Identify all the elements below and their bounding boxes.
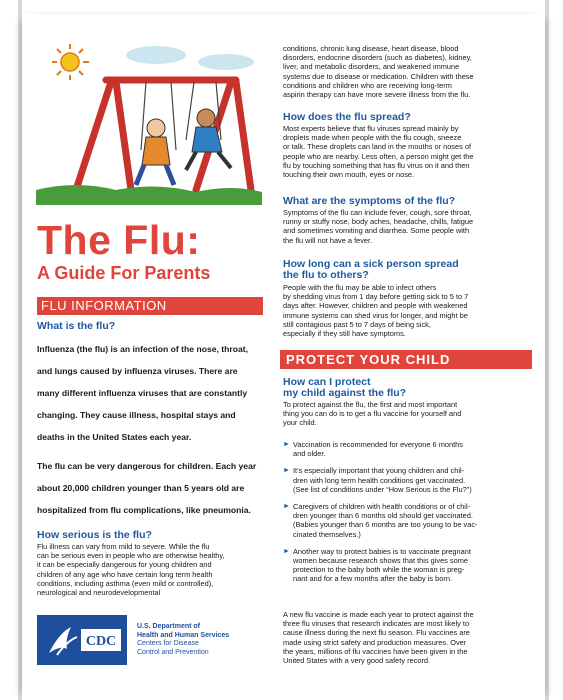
text-line: Most experts believe that flu viruses spread mainly by xyxy=(283,124,459,133)
agency-line: Control and Prevention xyxy=(137,648,209,656)
text-line: hospitalized from flu complications, like pneumonia. xyxy=(37,505,251,515)
text-line: it can be especially dangerous for young children and xyxy=(37,560,212,570)
text-line: can be serious even in people who are otherwise healthy, xyxy=(37,551,225,561)
text-line: made using strict safety and production measures. Over xyxy=(283,637,467,647)
hhs-eagle-icon xyxy=(37,615,127,665)
text-line: (Babies younger than 6 months are too young to be vac- xyxy=(293,520,478,530)
heading-line: my child against the flu? xyxy=(283,387,407,399)
text-line: touching their own mouth, eyes or nose. xyxy=(283,170,415,180)
text-line: your child. xyxy=(283,418,317,428)
text-line: United States with a very good safety record. xyxy=(283,656,431,666)
text-line: many different influenza viruses that are constantly xyxy=(37,388,248,398)
text-line: the flu will not have a fever. xyxy=(283,235,373,245)
agency-line: U.S. Department of xyxy=(137,623,201,630)
text-line: children of any age who have certain long term health xyxy=(37,569,213,579)
how-spread-heading: How does the flu spread? xyxy=(283,111,411,123)
text-line: and older. xyxy=(293,449,326,459)
text-line: aspirin therapy can have more severe illness from the flu. xyxy=(283,90,471,100)
text-line: droplets made when people with the flu cough, sneeze xyxy=(283,133,462,143)
bullet-arrow-icon: ► xyxy=(283,441,290,448)
symptoms-heading: What are the symptoms of the flu? xyxy=(283,195,456,207)
cloud-shapes xyxy=(126,46,254,70)
text-line: cause illness during the next flu season. Flu vaccines are xyxy=(283,628,470,638)
cdc-logo-text: CDC xyxy=(85,634,117,649)
text-line: Another way to protect babies is to vaccinate pregnant xyxy=(293,546,471,556)
heading-line: How can I protect xyxy=(283,376,371,388)
list-item xyxy=(283,440,533,458)
what-is-heading: What is the flu? xyxy=(37,320,116,332)
text-line: (See list of conditions under “How Serious is the Flu?”) xyxy=(293,484,472,494)
flu-information-band: FLU INFORMATION xyxy=(37,297,263,315)
text-line: Vaccination is recommended for everyone 6 months xyxy=(293,440,463,449)
child-figure-left xyxy=(136,119,174,185)
what-is-body-2 xyxy=(37,455,269,521)
text-line: cinated themselves.) xyxy=(293,529,361,539)
text-line: by shedding virus from 1 day before getting sick to 5 to 7 xyxy=(283,292,469,302)
text-line: flu by touching something that has flu virus on it and then xyxy=(283,160,470,170)
text-line: liver, and metabolic disorders, and weakened immune xyxy=(283,62,460,72)
swing-illustration xyxy=(36,40,262,205)
grass xyxy=(36,185,262,205)
text-line: It's especially important that young children and chil- xyxy=(293,466,465,476)
text-line: still contagious past 5 to 7 days of being sick, xyxy=(283,319,431,329)
how-protect-heading xyxy=(283,377,406,399)
text-line: disorders, endocrine disorders (such as diabetes), kidney, xyxy=(283,53,472,63)
text-line: A new flu vaccine is made each year to protect against the xyxy=(283,610,474,619)
text-line: and lungs caused by influenza viruses. There are xyxy=(37,366,238,376)
text-line: or talk. These droplets can land in the mouths or noses of xyxy=(283,142,472,152)
text-line: neurological and neurodevelopmental xyxy=(37,588,161,598)
protect-your-child-band: PROTECT YOUR CHILD xyxy=(280,350,532,369)
text-line: systems due to disease or medication. Children with these xyxy=(283,71,474,81)
how-protect-body xyxy=(283,400,533,428)
text-line: conditions and children who are receiving long-term xyxy=(283,80,452,90)
how-long-heading xyxy=(283,259,459,281)
text-line: Caregivers of children with health conditions or of chil- xyxy=(293,502,471,512)
agency-line: Health and Human Services xyxy=(137,631,230,639)
list-item xyxy=(283,466,533,494)
text-line: immune systems can shed virus for longer, and might be xyxy=(283,310,468,320)
text-line: protection to the baby both while the woman is preg- xyxy=(293,565,465,575)
text-line: conditions, chronic lung disease, heart disease, blood xyxy=(283,44,459,53)
list-item xyxy=(283,547,533,584)
page-title: The Flu: xyxy=(37,217,201,263)
page-shadow-right xyxy=(545,0,549,700)
page-subtitle: A Guide For Parents xyxy=(37,263,211,283)
heading-line: the flu to others? xyxy=(283,269,369,281)
agency-line: Centers for Disease xyxy=(137,640,199,648)
bullet-arrow-icon: ► xyxy=(283,547,290,555)
text-line: People with the flu may be able to infect others xyxy=(283,283,437,292)
text-line: deaths in the United States each year. xyxy=(37,432,192,442)
text-line: dren with long term health conditions get vaccinated. xyxy=(293,475,466,485)
conditions-continued xyxy=(283,44,533,99)
how-serious-body xyxy=(37,542,269,597)
sun-icon xyxy=(52,44,89,80)
text-line: Influenza (the flu) is an infection of the nose, throat, xyxy=(37,344,249,354)
text-line: nant and for a few months after the baby is born. xyxy=(293,574,452,584)
bullet-arrow-icon: ► xyxy=(283,503,290,511)
text-line: changing. They cause illness, hospital stays and xyxy=(37,410,236,420)
cdc-footer xyxy=(37,615,269,667)
text-line: conditions, including asthma (even mild or controlled), xyxy=(37,578,214,588)
bullet-arrow-icon: ► xyxy=(283,467,290,475)
text-line: people who are nearby. Less often, a person might get the xyxy=(283,151,474,161)
heading-line: How long can a sick person spread xyxy=(283,258,459,270)
cdc-logo xyxy=(37,615,127,665)
text-line: days after. However, children and people with weakened xyxy=(283,301,468,311)
swing-frame xyxy=(76,80,251,190)
text-line: and sometimes vomiting and diarrhea. Some people with xyxy=(283,226,470,236)
how-serious-heading: How serious is the flu? xyxy=(37,529,152,541)
list-item xyxy=(283,502,533,539)
symptoms-body xyxy=(283,208,533,245)
protection-bullet-list xyxy=(283,440,533,592)
text-line: runny or stuffy nose, body aches, headache, chills, fatigue xyxy=(283,217,474,227)
text-line: The flu can be very dangerous for children. Each year xyxy=(37,461,257,471)
text-line: Symptoms of the flu can include fever, cough, sore throat, xyxy=(283,208,472,217)
text-line: thing you can do is to get a flu vaccine for yourself and xyxy=(283,409,462,419)
closing-paragraph xyxy=(283,610,533,665)
text-line: especially if they still have symptoms. xyxy=(283,329,406,339)
text-line: dren younger than 6 months old should get vaccinated. xyxy=(293,511,473,521)
text-line: the years, millions of flu vaccines have been given in the xyxy=(283,646,468,656)
text-line: three flu viruses that research indicates are most likely to xyxy=(283,619,470,629)
text-line: women because research shows that this gives some xyxy=(293,556,468,566)
what-is-body xyxy=(37,338,269,448)
how-long-body xyxy=(283,283,533,338)
text-line: Flu illness can vary from mild to severe. While the flu xyxy=(37,542,210,551)
cdc-agency-text xyxy=(137,623,229,657)
text-line: about 20,000 children younger than 5 years old are xyxy=(37,483,245,493)
how-spread-body xyxy=(283,124,533,179)
text-line: To protect against the flu, the first and most important xyxy=(283,400,458,409)
